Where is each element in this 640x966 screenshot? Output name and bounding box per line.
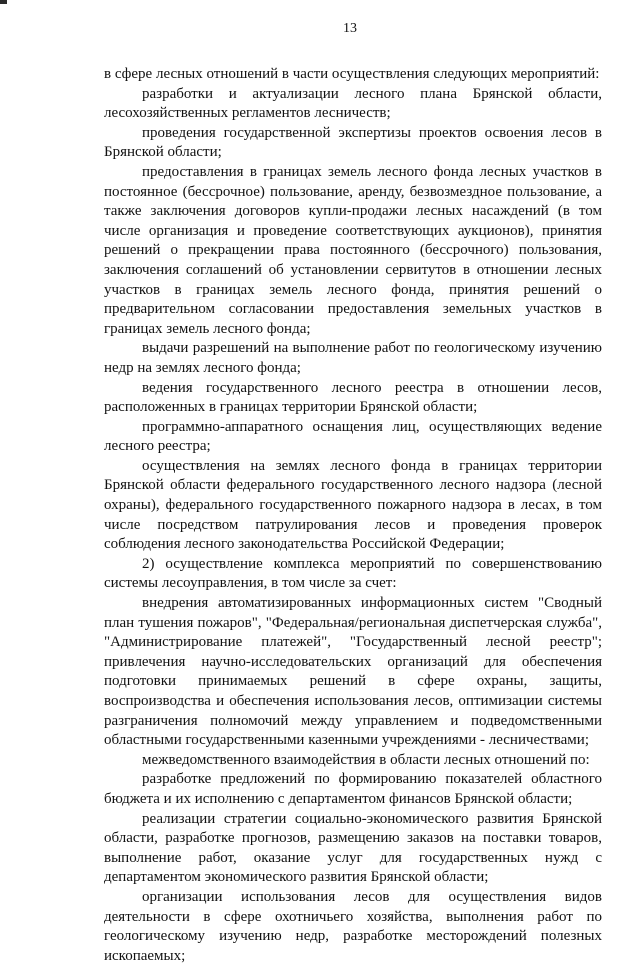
- paragraph-registry-equipment: программно-аппаратного оснащения лиц, осуществляющих ведение лесного реестра;: [104, 418, 602, 455]
- paragraph-budget: разработке предложений по формированию показателей областного бюджета и их исполнению с департаментом финансов Брянской области;: [104, 771, 602, 807]
- paragraph-forest-registry: ведения государственного лесного реестра в отношении лесов, расположенных в границах территории Брянской области;: [104, 379, 602, 416]
- paragraph-forest-use: организации использования лесов для осуществления видов деятельности в сфере охотничьего хозяйства, выполнения работ по геологическому изучению недр, разработке месторождений полезных ископаемых;: [104, 888, 602, 964]
- page-number: 13: [343, 21, 357, 36]
- document-body: [104, 65, 602, 966]
- paragraph-geological-permits: выдачи разрешений на выполнение работ по геологическому изучению недр на землях лесного фонда;: [104, 340, 602, 376]
- paragraph-strategy: реализации стратегии социально-экономического развития Брянской области, разработке прогнозов, размещению заказов на поставки товаров, выполнение работ, оказание услуг для государственных нужд с департаментом экономического развития Брянской области;: [104, 810, 602, 886]
- paragraph-forest-supervision: осуществления на землях лесного фонда в границах территории Брянской области федерального государственного лесного надзора (лесной охраны), федерального государственного пожарного надзора в лесах, в том числе посредством патрулирования лесов и проведения проверок соблюдения лесного законодательства Российской Федерации;: [104, 457, 602, 553]
- paragraph-forest-plan: разработки и актуализации лесного плана Брянской области, лесохозяйственных регламентов лесничеств;: [104, 85, 602, 122]
- paragraph-interagency: межведомственного взаимодействия в области лесных отношений по:: [142, 751, 590, 768]
- paragraph-intro: в сфере лесных отношений в части осуществления следующих мероприятий:: [104, 66, 600, 82]
- scan-corner-mark: [0, 0, 7, 4]
- paragraph-item-2: 2) осуществление комплекса мероприятий по совершенствованию системы лесоуправления, в том числе за счет:: [104, 555, 602, 592]
- paragraph-information-systems: внедрения автоматизированных информационных систем "Сводный план тушения пожаров", "Федеральная/региональная диспетчерская служба", "Администрирование платежей", "Государственный лесной реестр"; привлечения научно-исследовательских организаций для обеспечения подготовки принимаемых решений в сфере охраны, защиты, воспроизводства и обеспечения использования лесов, оптимизации системы разграничения полномочий между управлением и подведомственными областными государственными казенными учреждениями - лесничествами;: [104, 595, 602, 749]
- paragraph-land-allocation: предоставления в границах земель лесного фонда лесных участков в постоянное (бессрочное) пользование, аренду, безвозмездное пользование, а также заключения договоров купли-продажи лесных насаждений (в том числе организация и проведение соответствующих аукционов), принятия решений о прекращении права постоянного (бессрочного) пользования, заключения соглашений об установлении сервитутов в отношении лесных участков в границах земель лесного фонда, принятия решений о предварительном согласовании предоставления земельных участков в границах земель лесного фонда;: [104, 163, 602, 337]
- paragraph-state-expertise: проведения государственной экспертизы проектов освоения лесов в Брянской области;: [104, 124, 602, 161]
